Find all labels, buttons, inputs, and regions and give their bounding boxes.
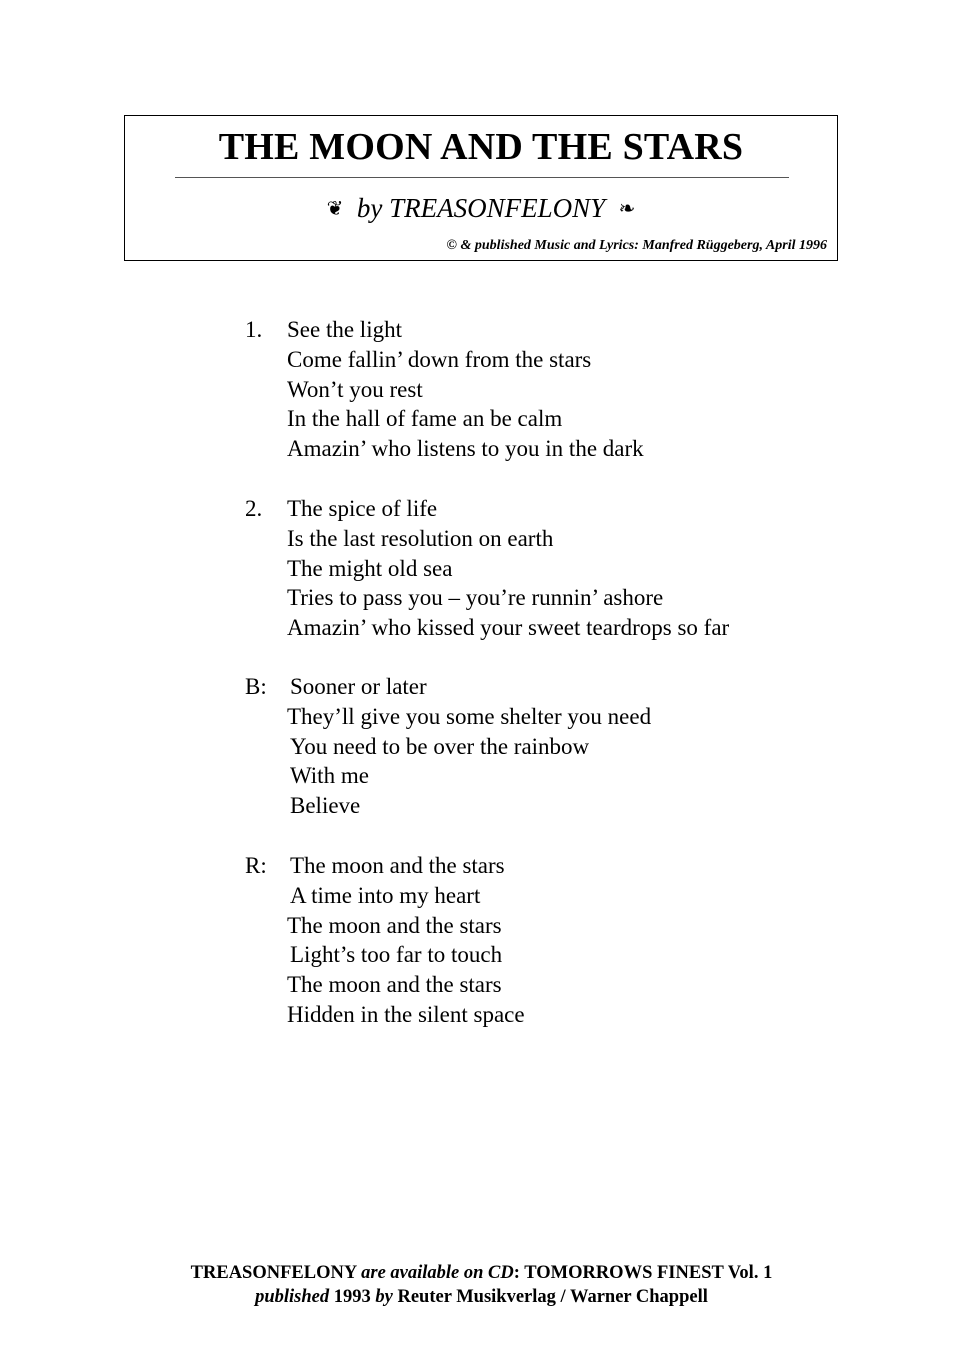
lyric-line: In the hall of fame an be calm	[287, 406, 563, 432]
footer-album: TOMORROWS FINEST Vol. 1	[524, 1263, 773, 1283]
lyric-line: Tries to pass you – you’re runnin’ ashore	[287, 585, 664, 611]
footer-note	[0, 1261, 963, 1309]
bridge	[245, 672, 651, 821]
lyric-line: Light’s too far to touch	[290, 942, 503, 968]
lyric-line: The moon and the stars	[287, 972, 502, 998]
verse-lines	[287, 494, 729, 643]
verse-lines	[287, 315, 644, 464]
lyric-line: A time into my heart	[290, 882, 481, 908]
lyric-line: Is the last resolution on earth	[287, 525, 554, 551]
lyric-line: The moon and the stars	[287, 912, 502, 938]
refrain	[245, 851, 525, 1030]
lyric-line: The moon and the stars	[290, 853, 505, 878]
footer-band: TREASONFELONY	[190, 1263, 357, 1283]
footer-line-2	[0, 1285, 963, 1309]
footer-available: are available on CD	[361, 1263, 514, 1283]
lyric-line: See the light	[287, 317, 402, 342]
lyric-line: Amazin’ who kissed your sweet teardrops so far	[287, 615, 730, 641]
footer-published: published	[255, 1287, 330, 1307]
footer-line-1	[0, 1261, 963, 1285]
footer-colon: :	[513, 1263, 520, 1283]
song-title: THE MOON AND THE STARS	[218, 126, 744, 168]
footer-by: by	[375, 1287, 393, 1307]
lyric-line: The might old sea	[287, 555, 453, 581]
verse-label: B:	[245, 674, 267, 699]
verse-label: R:	[245, 853, 267, 878]
lyric-line: Sooner or later	[290, 674, 427, 699]
verse-lines	[287, 672, 651, 821]
byline-text: by TREASONFELONY	[356, 193, 606, 223]
title-box	[124, 115, 838, 261]
verse-1	[245, 315, 644, 464]
lyric-line: Amazin’ who listens to you in the dark	[287, 436, 644, 462]
lyric-line: They’ll give you some shelter you need	[287, 703, 652, 729]
copyright-notice: © & published Music and Lyrics: Manfred Rüggeberg, April 1996	[446, 238, 827, 253]
lyric-line: With me	[290, 763, 369, 789]
title-divider	[175, 177, 789, 178]
floral-heart-left-icon: ❦	[326, 198, 344, 220]
lyric-line: Hidden in the silent space	[287, 1001, 525, 1027]
verse-lines	[287, 851, 525, 1030]
verse-label: 1.	[245, 317, 263, 342]
floral-heart-right-icon: ❧	[618, 198, 636, 220]
lyric-line: Believe	[290, 793, 361, 819]
byline	[125, 192, 837, 225]
footer-publishers: Reuter Musikverlag / Warner Chappell	[397, 1287, 708, 1307]
lyric-line: Won’t you rest	[287, 376, 423, 402]
lyric-line: The spice of life	[287, 496, 438, 521]
verse-2	[245, 494, 729, 643]
lyric-line: Come fallin’ down from the stars	[287, 346, 592, 372]
lyric-line: You need to be over the rainbow	[290, 733, 590, 759]
footer-year: 1993	[333, 1287, 371, 1307]
verse-label: 2.	[245, 496, 263, 521]
